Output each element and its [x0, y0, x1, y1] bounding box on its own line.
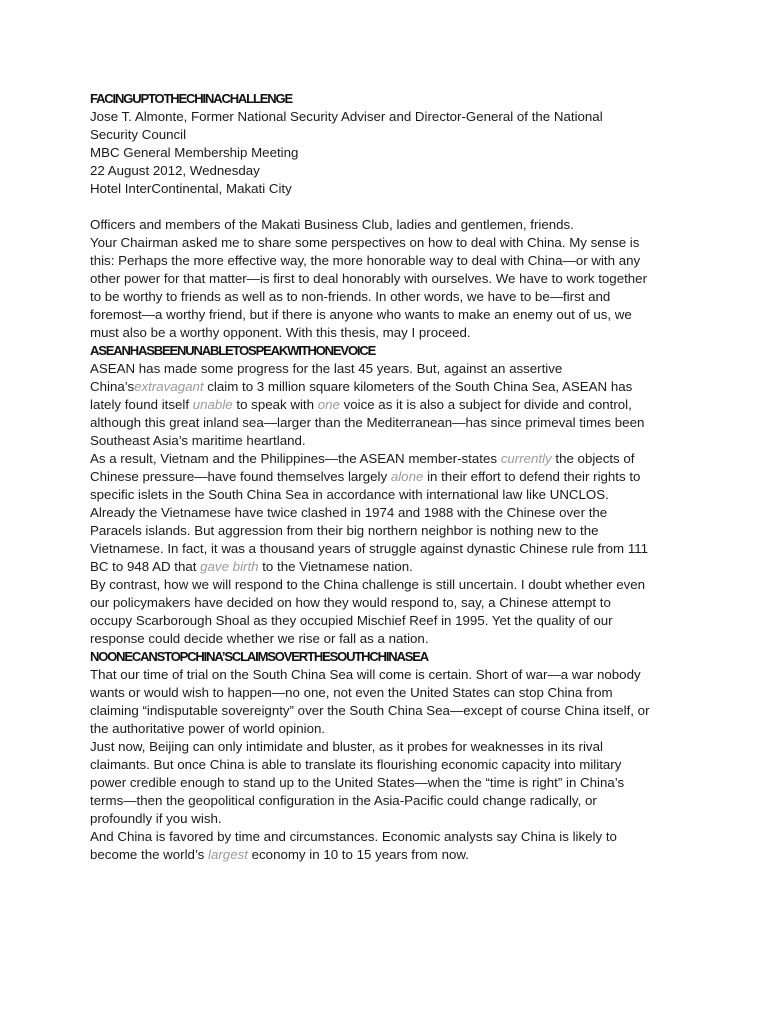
text-line: must also be a worthy opponent. With this thesis, may I proceed. — [90, 325, 471, 340]
text-line: Paracels islands. But aggression from their big northern neighbor is nothing new to the — [90, 523, 599, 538]
text-line — [90, 396, 680, 414]
text-line — [90, 378, 680, 396]
text-line: Your Chairman asked me to share some perspectives on how to deal with China. My sense is — [90, 235, 640, 250]
text-line: the authoritative power of world opinion. — [90, 721, 326, 736]
text-line: to be worthy to friends as well as to non-friends. In other words, we have to be—first and — [90, 289, 611, 304]
text-line: response could decide whether we rise or fall as a nation. — [90, 631, 429, 646]
document-page — [90, 90, 680, 864]
section-china-claims-body — [90, 666, 680, 864]
text-line — [90, 558, 680, 576]
meta-line: Jose T. Almonte, Former National Security Adviser and Director-General of the National — [90, 109, 603, 124]
text-line — [90, 846, 680, 864]
text-line: Just now, Beijing can only intimidate and bluster, as it probes for weaknesses in its rival — [90, 739, 603, 754]
faded-word: unable — [192, 397, 233, 412]
text-span: BC to 948 AD that — [90, 559, 201, 574]
text-span: lately found itself — [90, 397, 193, 412]
document-title: FACINGUPTOTHECHINACHALLENGE — [90, 91, 292, 106]
faded-word: extravagant — [134, 379, 204, 394]
text-line: our policymakers have decided on how they would respond to, say, a Chinese attempt to — [90, 595, 611, 610]
text-line: wants or would wish to happen—no one, not even the United States can stop China from — [90, 685, 613, 700]
meta-line: Hotel InterContinental, Makati City — [90, 181, 292, 196]
text-line: And China is favored by time and circumstances. Economic analysts say China is likely to — [90, 829, 617, 844]
faded-word: one — [317, 397, 340, 412]
faded-word: largest — [208, 847, 248, 862]
text-span: to speak with — [232, 397, 318, 412]
text-span: As a result, Vietnam and the Philippines—the ASEAN member-states — [90, 451, 501, 466]
text-line: ASEAN has made some progress for the last 45 years. But, against an assertive — [90, 361, 563, 376]
text-span: Chinese pressure—have found themselves largely — [90, 469, 391, 484]
text-line: although this great inland sea—larger than the Mediterranean—has since primeval times been — [90, 415, 645, 430]
document-meta — [90, 108, 680, 198]
spacer — [90, 198, 680, 216]
text-line: Vietnamese. In fact, it was a thousand years of struggle against dynastic Chinese rule from 111 — [90, 541, 649, 556]
intro-paragraph — [90, 216, 680, 342]
text-line: this: Perhaps the more effective way, the more honorable way to deal with China—or with any — [90, 253, 641, 268]
text-line: foremost—a worthy friend, but if there is anyone who wants to make an enemy out of us, we — [90, 307, 632, 322]
section-heading-asean: ASEANHASBEENUNABLETOSPEAKWITHONEVOICE — [90, 343, 376, 358]
section-asean-body — [90, 360, 680, 648]
faded-word: currently — [500, 451, 552, 466]
text-line: Already the Vietnamese have twice clashed in 1974 and 1988 with the Chinese over the — [90, 505, 608, 520]
text-span: China’s — [90, 379, 135, 394]
text-line: profoundly if you wish. — [90, 811, 222, 826]
meta-line: 22 August 2012, Wednesday — [90, 163, 260, 178]
text-line: specific islets in the South China Sea in accordance with international law like UNCLOS. — [90, 487, 609, 502]
text-line: occupy Scarborough Shoal as they occupied Mischief Reef in 1995. Yet the quality of our — [90, 613, 613, 628]
text-line: claimants. But once China is able to translate its flourishing economic capacity into military — [90, 757, 622, 772]
text-span: economy in 10 to 15 years from now. — [247, 847, 469, 862]
text-line: Officers and members of the Makati Business Club, ladies and gentlemen, friends. — [90, 217, 574, 232]
meta-line: MBC General Membership Meeting — [90, 145, 299, 160]
text-line — [90, 450, 680, 468]
text-line: other power for that matter—is first to deal honorably with ourselves. We have to work together — [90, 271, 648, 286]
text-span: become the world’s — [90, 847, 209, 862]
text-line: Southeast Asia’s maritime heartland. — [90, 433, 306, 448]
text-line: That our time of trial on the South China Sea will come is certain. Short of war—a war nobody — [90, 667, 641, 682]
text-span: claim to 3 million square kilometers of the South China Sea, ASEAN has — [203, 379, 633, 394]
meta-line: Security Council — [90, 127, 187, 142]
text-line: power credible enough to stand up to the United States—when the “time is right” in China’s — [90, 775, 625, 790]
faded-word: gave birth — [200, 559, 259, 574]
text-line: claiming “indisputable sovereignty” over the South China Sea—except of course China itself, or — [90, 703, 650, 718]
section-heading-china-claims: NOONECANSTOPCHINA’SCLAIMSOVERTHESOUTHCHINASEA — [90, 649, 429, 664]
text-line — [90, 468, 680, 486]
faded-word: alone — [390, 469, 424, 484]
text-line: By contrast, how we will respond to the China challenge is still uncertain. I doubt whether even — [90, 577, 646, 592]
text-span: the objects of — [551, 451, 635, 466]
text-span: in their effort to defend their rights to — [423, 469, 641, 484]
text-span: to the Vietnamese nation. — [258, 559, 413, 574]
text-span: voice as it is also a subject for divide and control, — [339, 397, 632, 412]
text-line: terms—then the geopolitical configuration in the Asia-Pacific could change radically, or — [90, 793, 597, 808]
